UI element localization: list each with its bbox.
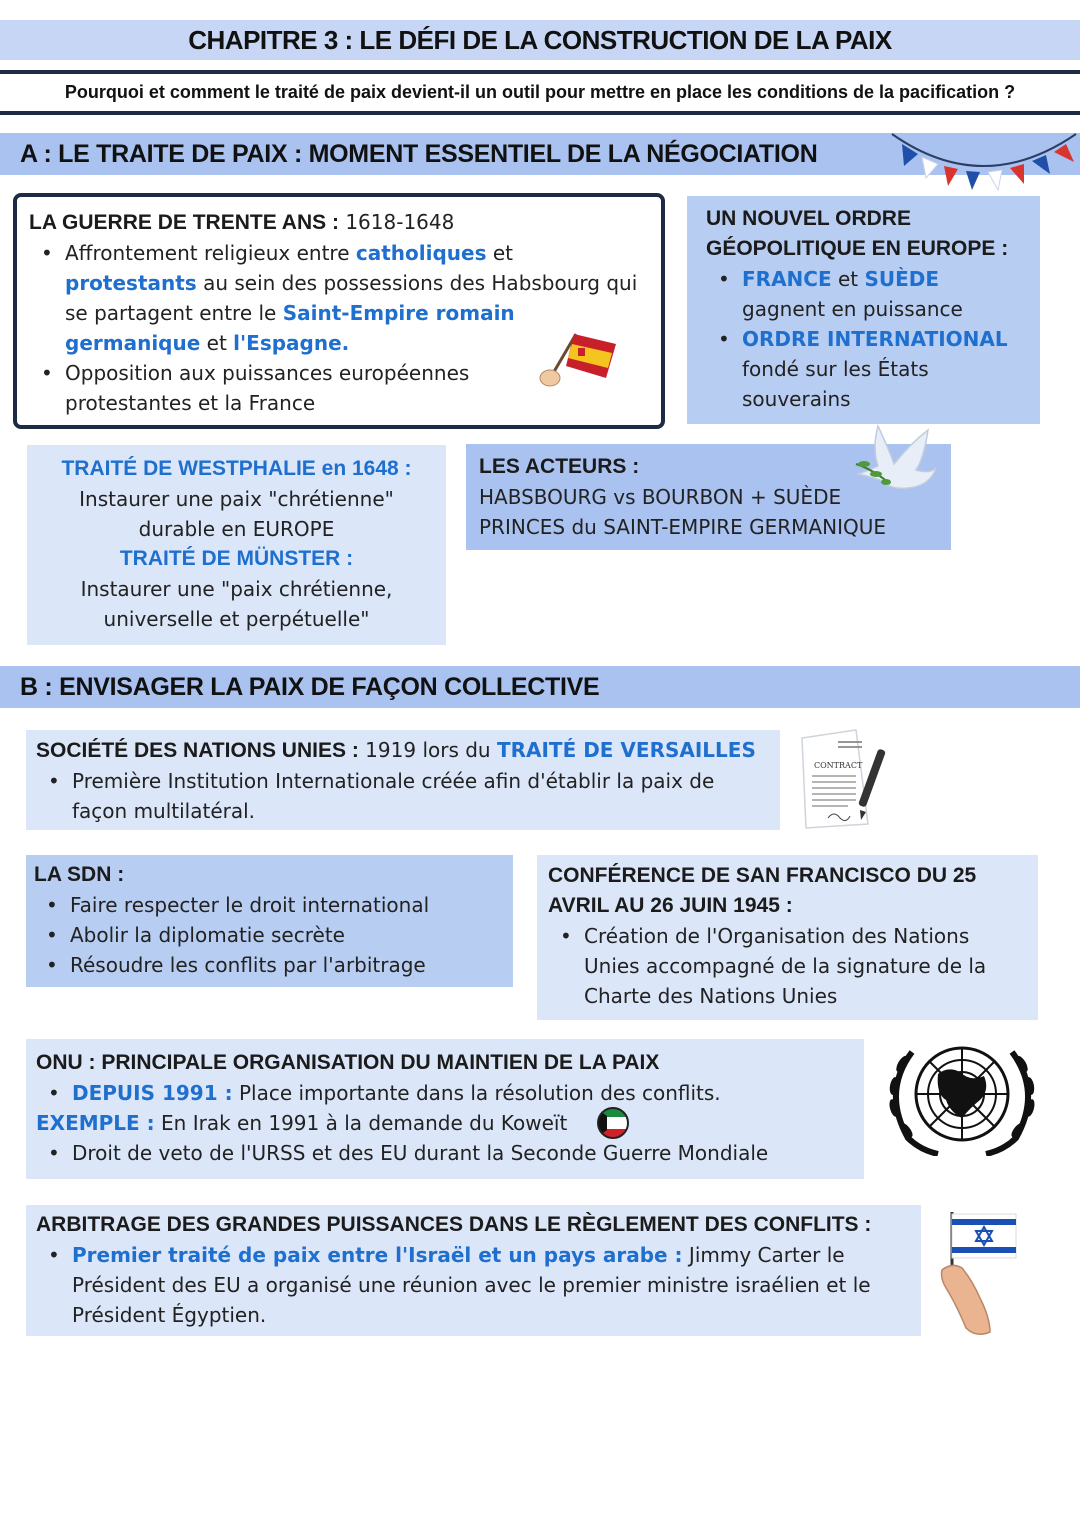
sdn-item: • Résoudre les conflits par l'arbitrage xyxy=(34,950,505,980)
munster-heading: TRAITÉ DE MÜNSTER : xyxy=(119,547,354,570)
text: et xyxy=(831,267,865,291)
guerre-trente-ans-box xyxy=(13,193,665,429)
sdn-intro-heading: SOCIÉTÉ DES NATIONS UNIES : xyxy=(36,739,359,762)
onu-bullet-1 xyxy=(36,1078,854,1108)
sdn-item: • Faire respecter le droit international xyxy=(34,890,505,920)
sdn-intro-box xyxy=(26,730,780,830)
guerre-bullet-2: • Opposition aux puissances européennes protestantes et la France xyxy=(29,358,509,418)
dove-icon xyxy=(850,424,940,504)
spain-flag-icon xyxy=(536,330,622,392)
keyword: FRANCE xyxy=(742,267,832,291)
nouvel-ordre-box xyxy=(687,196,1040,424)
section-a-title: A : LE TRAITE DE PAIX : MOMENT ESSENTIEL DE LA NÉGOCIATION xyxy=(20,140,818,168)
text: gagnent en puissance xyxy=(742,297,963,321)
problematique xyxy=(0,70,1080,115)
section-b-header xyxy=(0,666,1080,708)
guerre-heading: LA GUERRE DE TRENTE ANS : xyxy=(29,211,339,234)
keyword: protestants xyxy=(65,271,197,295)
contract-icon xyxy=(798,728,898,832)
un-emblem-icon xyxy=(878,1034,1048,1156)
onu-box xyxy=(26,1039,864,1179)
israel-flag-icon xyxy=(940,1208,1030,1342)
arbitrage-bullet-1 xyxy=(36,1240,906,1330)
keyword: Premier traité de paix entre l'Israël et un pays arabe : xyxy=(72,1243,683,1267)
keyword: EXEMPLE : xyxy=(36,1111,155,1135)
westphalie-text: Instaurer une paix "chrétienne" durable en EUROPE xyxy=(79,487,394,541)
keyword: SUÈDE xyxy=(864,267,940,291)
arbitrage-heading: ARBITRAGE DES GRANDES PUISSANCES DANS LE RÈGLEMENT DES CONFLITS : xyxy=(36,1213,872,1236)
keyword: ORDRE INTERNATIONAL xyxy=(742,327,1008,351)
westphalie-heading: TRAITÉ DE WESTPHALIE en 1648 : xyxy=(61,457,412,480)
keyword: TRAITÉ DE VERSAILLES xyxy=(496,738,756,762)
onu-heading: ONU : PRINCIPALE ORGANISATION DU MAINTIEN DE LA PAIX xyxy=(36,1051,660,1074)
sdn-heading: LA SDN : xyxy=(34,863,125,886)
sdn-intro-bullet-1: • Première Institution Internationale créée afin d'établir la paix de façon multilatéral. xyxy=(36,766,756,826)
text: En Irak en 1991 à la demande du Koweït xyxy=(154,1111,568,1135)
ordre-heading: UN NOUVEL ORDRE GÉOPOLITIQUE EN EUROPE : xyxy=(706,207,1009,260)
sdn-box xyxy=(26,855,513,987)
acteurs-line-2: PRINCES du SAINT-EMPIRE GERMANIQUE xyxy=(479,515,886,539)
text: Affrontement religieux entre xyxy=(65,241,356,265)
traites-box xyxy=(27,445,446,645)
text: et xyxy=(200,331,234,355)
text: fondé sur les États souverains xyxy=(742,357,929,411)
keyword: Saint-Empire romain germanique xyxy=(65,301,515,355)
san-francisco-box xyxy=(537,855,1038,1020)
question-text: Pourquoi et comment le traité de paix devient-il un outil pour mettre en place les conditions de la pacification ? xyxy=(64,82,1016,102)
onu-exemple xyxy=(36,1108,854,1138)
acteurs-heading: LES ACTEURS : xyxy=(479,455,640,478)
bunting-icon xyxy=(888,128,1080,200)
ordre-bullet-2 xyxy=(706,324,1024,414)
text: et xyxy=(486,241,513,265)
contract-label: CONTRACT xyxy=(814,761,863,770)
ordre-bullet-1 xyxy=(706,264,1024,324)
onu-bullet-2: • Droit de veto de l'URSS et des EU durant la Seconde Guerre Mondiale xyxy=(36,1138,854,1168)
sdn-item: • Abolir la diplomatie secrète xyxy=(34,920,505,950)
page-title-bar xyxy=(0,20,1080,60)
text: au sein des possessions des Habsbourg qui se partagent entre le xyxy=(65,271,638,325)
section-b-title: B : ENVISAGER LA PAIX DE FAÇON COLLECTIVE xyxy=(20,673,600,701)
sanfran-bullet-1: • Création de l'Organisation des Nations Unies accompagné de la signature de la Charte des Nations Unies xyxy=(548,921,1018,1011)
text: Place importante dans la résolution des conflits. xyxy=(232,1081,721,1105)
text: Jimmy Carter le Président des EU a organisé une réunion avec le premier ministre israélien et le Président Égyptien. xyxy=(72,1243,871,1327)
page-title: CHAPITRE 3 : LE DÉFI DE LA CONSTRUCTION DE LA PAIX xyxy=(188,25,892,55)
text: 1919 lors du xyxy=(358,738,497,762)
arbitrage-box xyxy=(26,1205,921,1336)
guerre-dates: 1618-1648 xyxy=(345,210,455,234)
acteurs-line-1: HABSBOURG vs BOURBON + SUÈDE xyxy=(479,485,842,509)
munster-text: Instaurer une "paix chrétienne, universelle et perpétuelle" xyxy=(80,577,393,631)
kuwait-flag-icon xyxy=(596,1106,630,1140)
keyword: catholiques xyxy=(355,241,487,265)
keyword: DEPUIS 1991 : xyxy=(72,1081,233,1105)
keyword: l'Espagne. xyxy=(233,331,350,355)
sanfran-heading: CONFÉRENCE DE SAN FRANCISCO DU 25 AVRIL AU 26 JUIN 1945 : xyxy=(548,864,977,917)
